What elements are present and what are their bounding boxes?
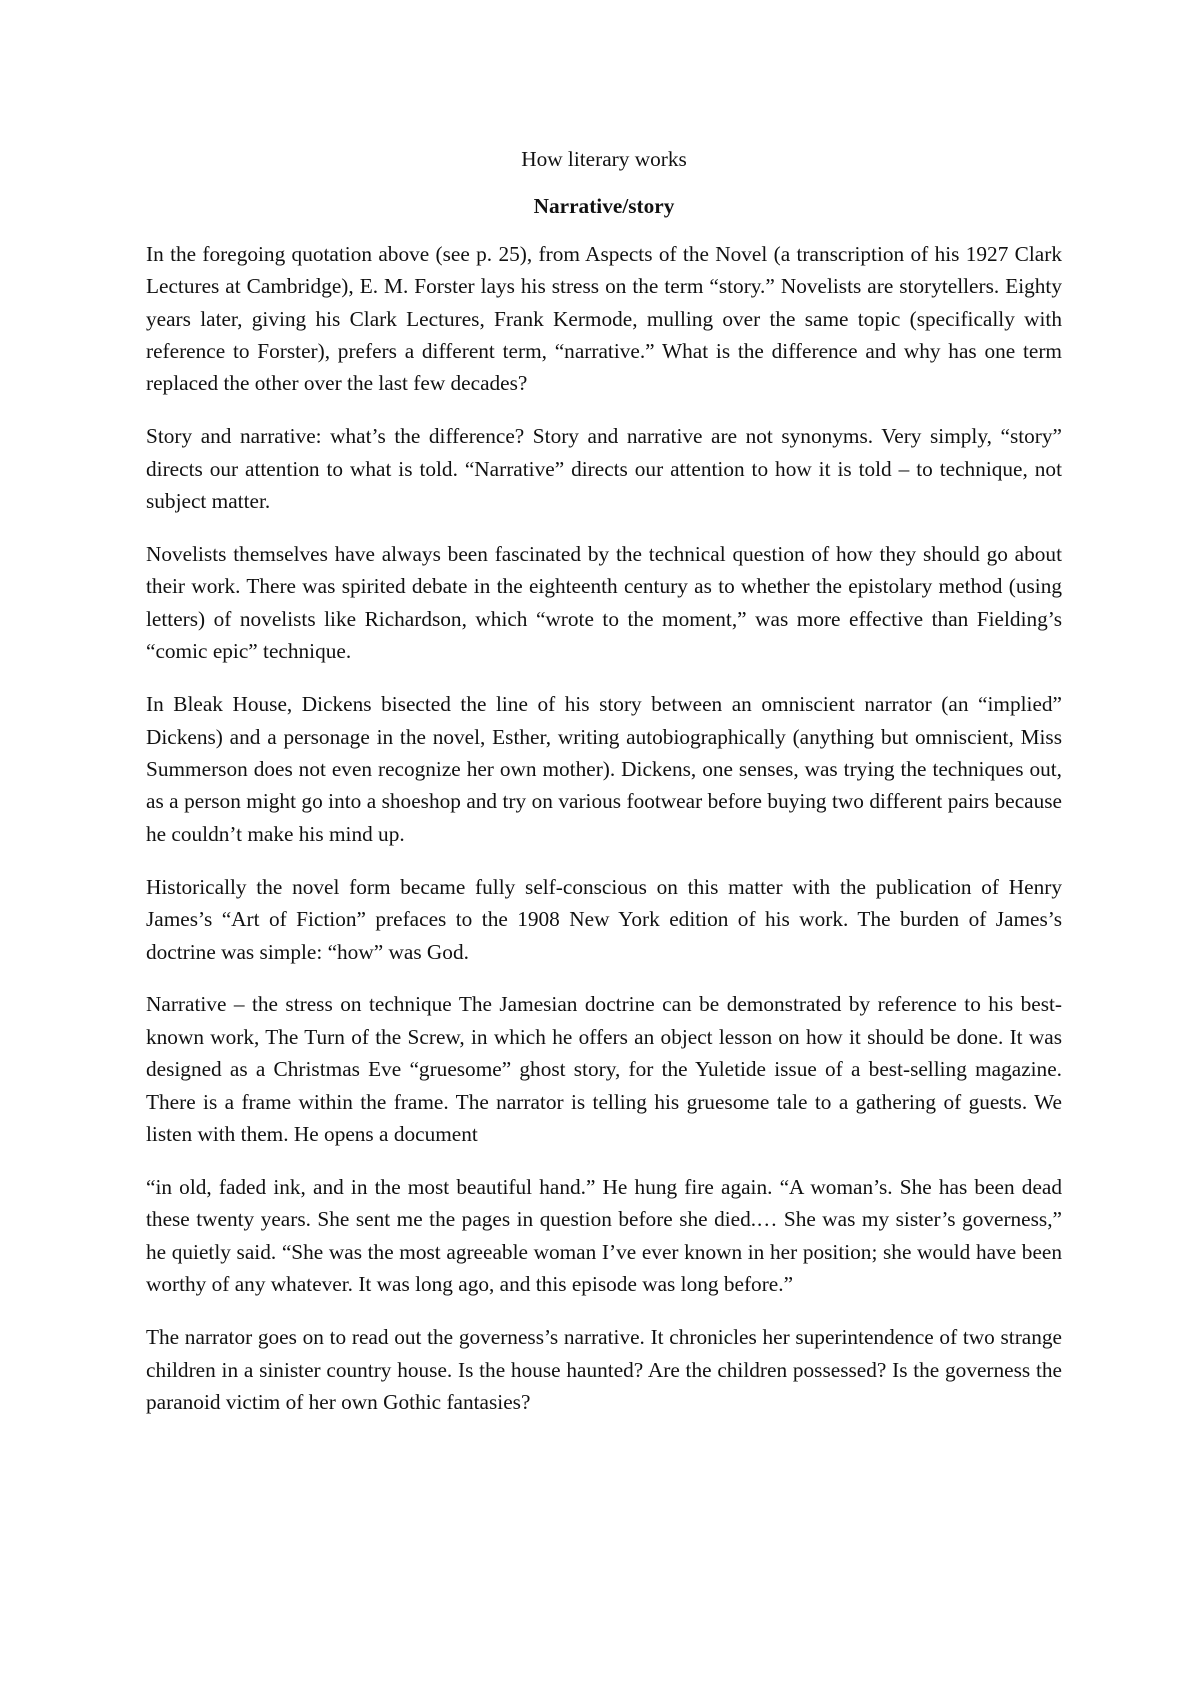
paragraph-2: Story and narrative: what’s the difference? Story and narrative are not synonyms. Very simply, “story” directs our attention to what is told. “Narrative” directs our attention to how it is told – to technique, not subject matter. [146, 424, 1062, 514]
paragraph-8: The narrator goes on to read out the governess’s narrative. It chronicles her superintendence of two strange children in a sinister country house. Is the house haunted? Are the children possessed? Is the governess the paranoid victim of her own Gothic fantasies? [146, 1325, 1062, 1414]
paragraph-3: Novelists themselves have always been fascinated by the technical question of how they should go about their work. There was spirited debate in the eighteenth century as to whether the epistolary method (using letters) of novelists like Richardson, which “wrote to the moment,” was more effective than Fielding’s “comic epic” technique. [146, 542, 1062, 664]
paragraph-4: In Bleak House, Dickens bisected the line of his story between an omniscient narrator (an “implied” Dickens) and a personage in the novel, Esther, writing autobiographically (anything but omniscient, Miss Summerson does not even recognize her own mother). Dickens, one senses, was trying the techniques out, as a person might go into a shoeshop and try on various footwear before buying two different pairs because he couldn’t make his mind up. [146, 692, 1062, 846]
document-page [146, 143, 1062, 1439]
paragraph-5: Historically the novel form became fully self-conscious on this matter with the publication of Henry James’s “Art of Fiction” prefaces to the 1908 New York edition of his work. The burden of James’s doctrine was simple: “how” was God. [146, 874, 1062, 964]
paragraph-7: “in old, faded ink, and in the most beautiful hand.” He hung fire again. “A woman’s. She has been dead these twenty years. She sent me the pages in question before she died.… She was my sister’s governess,” he quietly said. “She was the most agreeable woman I’ve ever known in her position; she would have been worthy of any whatever. It was long ago, and this episode was long before.” [146, 1174, 1062, 1297]
paragraph-6: Narrative – the stress on technique The Jamesian doctrine can be demonstrated by reference to his best-known work, The Turn of the Screw, in which he offers an object lesson on how it should be done. It was designed as a Christmas Eve “gruesome” ghost story, for the Yuletide issue of a best-selling magazine. There is a frame within the frame. The narrator is telling his gruesome tale to a gathering of guests. We listen with them. He opens a document [146, 992, 1062, 1147]
paragraph-1: In the foregoing quotation above (see p. 25), from Aspects of the Novel (a transcription of his 1927 Clark Lectures at Cambridge), E. M. Forster lays his stress on the term “story.” Novelists are storytellers. Eighty years later, giving his Clark Lectures, Frank Kermode, mulling over the same topic (specifically with reference to Forster), prefers a different term, “narrative.” What is the difference and why has one term replaced the other over the last few decades? [146, 241, 1062, 396]
section-heading: Narrative/story [533, 194, 675, 219]
document-title: How literary works [521, 147, 687, 171]
